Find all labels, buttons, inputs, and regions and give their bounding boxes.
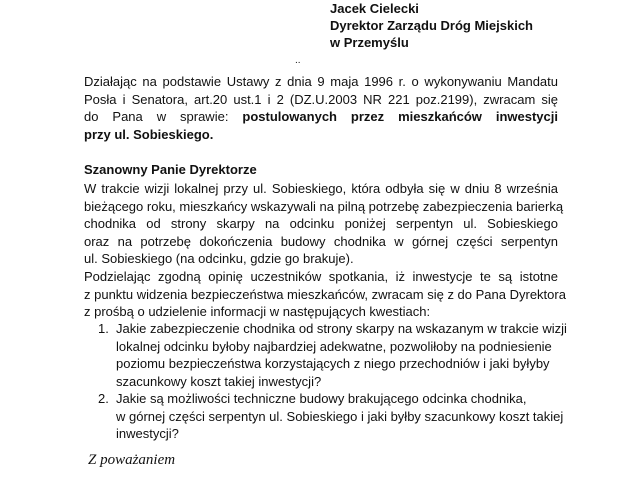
list-item-line: poziomu bezpieczeństwa korzystających z niego przechodniów i jaki byłyby [116,356,550,371]
list-item-text [116,320,567,390]
list-item-number: 2. [98,391,109,406]
addressee-city: w Przemyślu [330,35,409,50]
list-item-line: Jakie są możliwości techniczne budowy brakującego odcinka chodnika, [116,391,527,406]
intro-line: Działając na podstawie Ustawy z dnia 9 maja 1996 r. o wykonywaniu Mandatu [84,74,558,89]
list-item-line: inwestycji? [116,426,179,441]
list-item-line: szacunkowy koszt takiej inwestycji? [116,373,322,389]
paragraph-line: chodnika od strony skarpy na odcinku poniżej serpentyn ul. Sobieskiego [84,216,558,231]
list-item [98,320,567,390]
addressee-name: Jacek Cielecki [330,1,419,16]
closing-phrase: Z poważaniem [88,452,176,468]
list-item [98,390,564,443]
intro-line-bold: postulowanych przez mieszkańców inwestycji [242,109,558,124]
questions-list [98,320,567,443]
paragraph-line: bieżącego roku, mieszkańcy wskazywali na pilną potrzebę zabezpieczenia barierką [84,198,564,214]
intro-line-bold: przy ul. Sobieskiego. [84,126,214,142]
paragraph-line: z punktu widzenia bezpieczeństwa mieszkańców, zwracam się z do Pana Dyrektora [84,286,566,302]
paragraph-line: W trakcie wizji lokalnej przy ul. Sobieskiego, która odbyła się w dniu 8 września [84,181,558,196]
intro-line: Posła i Senatora, art.20 ust.1 i 2 (DZ.U.2003 NR 221 poz.2199), zwracam się [84,91,558,107]
intro-line [84,108,558,126]
addressee-block [330,0,533,51]
salutation: Szanowny Panie Dyrektorze [84,162,257,177]
paragraph-1 [84,180,564,268]
list-item-text [116,390,563,443]
list-item-line: Jakie zabezpieczenie chodnika od strony skarpy na wskazanym w trakcie wizji [116,321,567,336]
list-item-line: lokalnej odcinku byłoby najbardziej adekwatne, pozwoliłoby na podniesienie [116,338,552,354]
paragraph-line: Podzielając zgodną opinię uczestników spotkania, iż inwestycje te są istotne [84,269,558,284]
paragraph-line: oraz na potrzebę dokończenia budowy chodnika w górnej części serpentyn [84,233,558,249]
paragraph-line: ul. Sobieskiego (na odcinku, gdzie go brakuje). [84,251,354,266]
addressee-title: Dyrektor Zarządu Dróg Miejskich [330,18,533,33]
intro-line-plain: do Pana w sprawie: [84,109,243,124]
list-item-number: 1. [98,321,109,336]
intro-paragraph [84,73,558,143]
stray-mark: .. [295,55,301,66]
list-item-line: w górnej części serpentyn ul. Sobieskiego i jaki byłby szacunkowy koszt takiej [116,408,564,424]
paragraph-line: z prośbą o udzielenie informacji w następujących kwestiach: [84,304,431,319]
paragraph-2 [84,268,566,321]
